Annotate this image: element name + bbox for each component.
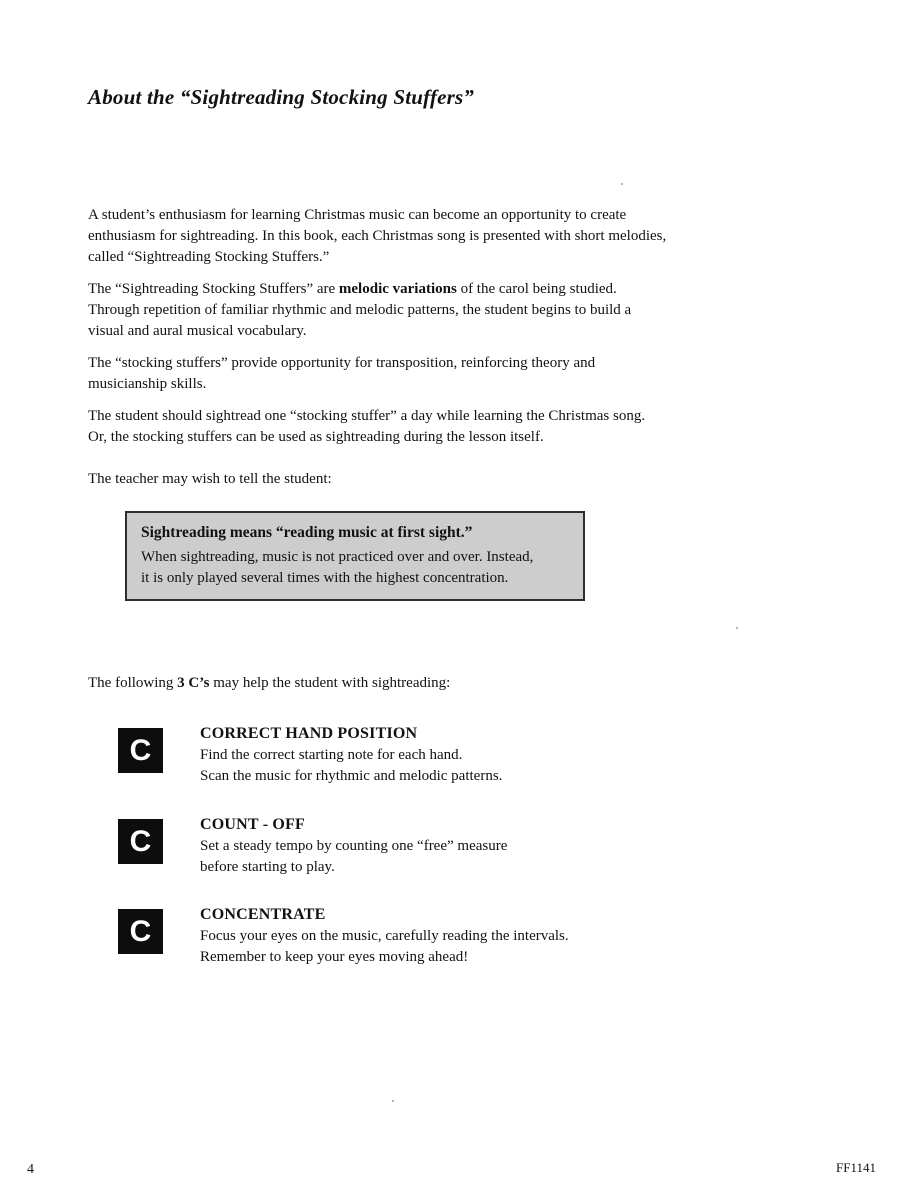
definition-box-heading: Sightreading means “reading music at first sight.” xyxy=(141,524,473,541)
c-item-heading: COUNT - OFF xyxy=(200,816,306,833)
c-badge-icon: C xyxy=(118,819,163,864)
c-item-concentrate xyxy=(88,904,668,968)
intro-paragraph-2 xyxy=(88,279,668,342)
c-item-text xyxy=(200,723,502,787)
c-item-count-off xyxy=(88,814,668,878)
page-number: 4 xyxy=(27,1162,34,1177)
scan-speck xyxy=(621,183,623,185)
c-item-line-1: Set a steady tempo by counting one “free” measure xyxy=(200,838,508,854)
three-cs-intro-bold: 3 C’s xyxy=(177,675,210,691)
three-cs-intro-post: may help the student with sightreading: xyxy=(209,675,451,691)
c-item-line-2: before starting to play. xyxy=(200,859,335,875)
c-item-heading: CONCENTRATE xyxy=(200,906,326,923)
c-item-line-2: Remember to keep your eyes moving ahead! xyxy=(200,949,469,965)
c-item-heading: CORRECT HAND POSITION xyxy=(200,725,418,742)
intro-paragraph-4: The student should sightread one “stocking stuffer” a day while learning the Christmas song. Or, the stocking stuffers can be used as sightreading during the lesson itself. xyxy=(88,408,653,445)
c-item-line-1: Find the correct starting note for each hand. xyxy=(200,747,463,763)
definition-box-line-2: it is only played several times with the highest concentration. xyxy=(141,570,509,586)
page-title: About the “Sightreading Stocking Stuffers” xyxy=(88,85,475,109)
three-cs-intro-pre: The following xyxy=(88,675,178,691)
c-item-line-1: Focus your eyes on the music, carefully reading the intervals. xyxy=(200,928,569,944)
three-cs-intro xyxy=(88,673,668,694)
definition-box-line-1: When sightreading, music is not practiced over and over. Instead, xyxy=(141,549,534,565)
c-item-text xyxy=(200,904,569,968)
paragraph-2-bold-melodic-variations: melodic variations xyxy=(338,281,457,297)
scan-speck xyxy=(392,1100,394,1102)
intro-paragraph-5: The teacher may wish to tell the student: xyxy=(88,471,332,487)
sightreading-definition-box xyxy=(125,511,585,601)
page-content xyxy=(88,84,668,968)
paragraph-2-post: of the carol being studied. Through repetition of familiar rhythmic and melodic patterns, the student begins to build a visual and aural musical vocabulary. xyxy=(88,281,635,339)
scan-speck xyxy=(736,627,738,629)
c-item-text xyxy=(200,814,507,878)
catalog-number: FF1141 xyxy=(836,1160,876,1175)
c-badge-icon: C xyxy=(118,728,163,773)
c-item-correct-hand-position xyxy=(88,723,668,787)
c-item-line-2: Scan the music for rhythmic and melodic patterns. xyxy=(200,768,503,784)
paragraph-2-pre: The “Sightreading Stocking Stuffers” are xyxy=(88,281,339,297)
intro-paragraph-3: The “stocking stuffers” provide opportunity for transposition, reinforcing theory and musicianship skills. xyxy=(88,355,599,392)
c-badge-icon: C xyxy=(118,909,163,954)
intro-paragraph-1: A student’s enthusiasm for learning Christmas music can become an opportunity to create enthusiasm for sightreading. In this book, each Christmas song is presented with short melodies, called “Sightreading Stocking Stuffers.” xyxy=(88,207,670,265)
